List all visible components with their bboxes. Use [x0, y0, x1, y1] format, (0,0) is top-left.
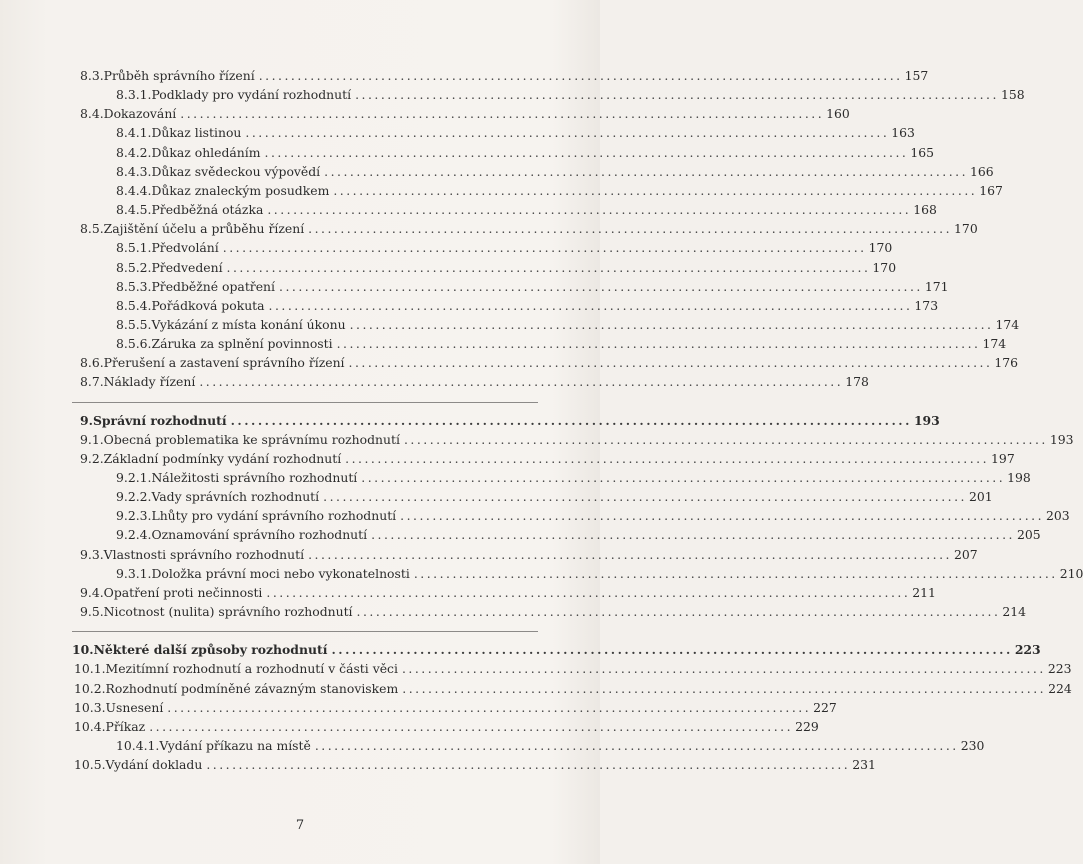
toc-entry-number: 8.5.2. [116, 259, 152, 275]
dot-leader: .................................................................................................... [268, 297, 913, 313]
toc-entry-title: Nicotnost (nulita) správního rozhodnutí [103, 604, 353, 620]
dot-leader: .................................................................................................... [264, 144, 909, 160]
dot-leader: .................................................................................................... [222, 240, 867, 256]
toc-entry[interactable] [116, 277, 949, 296]
toc-entry-page: 170 [868, 240, 893, 256]
dot-leader: .................................................................................................... [167, 699, 812, 715]
toc-entry-title: Příkaz [105, 718, 146, 734]
toc-entry[interactable] [116, 123, 915, 142]
toc-entry-number: 8.4. [80, 106, 104, 122]
toc-entry-number: 8.5.5. [116, 316, 152, 332]
toc-entry-title: Vydání dokladu [105, 757, 203, 773]
toc-entry-number: 8.4.1. [116, 125, 152, 141]
toc-entry[interactable] [116, 736, 985, 755]
toc-entry-title: Usnesení [105, 699, 164, 715]
dot-leader: .................................................................................................... [333, 182, 978, 198]
toc-entry-page: 230 [960, 737, 985, 753]
toc-entry-page: 168 [913, 202, 937, 218]
toc-entry-page: 157 [904, 68, 929, 83]
toc-entry-title: Vydání příkazu na místě [159, 737, 311, 753]
toc-entry-number: 8.6. [80, 355, 104, 371]
toc-entry[interactable] [74, 679, 1072, 698]
dot-leader: .................................................................................................... [180, 106, 825, 122]
toc-entry-number: 9.2.4. [116, 527, 152, 543]
dot-leader: .................................................................................................... [199, 374, 844, 390]
toc-entry[interactable] [80, 353, 1019, 372]
toc-entry-title: Obecná problematika ke správnímu rozhodnutí [103, 431, 400, 447]
toc-entry-number: 9.2. [80, 450, 104, 466]
section-divider [72, 402, 538, 403]
toc-entry-page: 173 [914, 297, 939, 313]
dot-leader: .................................................................................................... [401, 661, 1046, 677]
toc-entry-title: Dokazování [103, 106, 177, 122]
toc-entry[interactable] [74, 659, 1072, 678]
toc-entry-title: Důkaz svědeckou výpovědí [151, 163, 321, 179]
toc-entry-page: 207 [953, 546, 978, 562]
toc-entry-title: Předběžná otázka [151, 202, 264, 218]
toc-entry-number: 8.5.4. [116, 297, 152, 313]
toc-entry[interactable] [116, 506, 1070, 525]
toc-entry-number: 10.2. [74, 680, 106, 696]
toc-entry-page: 203 [1046, 508, 1070, 524]
dot-leader: .................................................................................................... [336, 336, 981, 352]
toc-entry-page: 231 [852, 757, 876, 773]
toc-entry-title: Opatření proti nečinnosti [103, 584, 263, 600]
toc-entry-number: 9.2.1. [116, 470, 152, 485]
toc-entry[interactable] [80, 219, 978, 238]
toc-entry-number: 10.4.1. [116, 737, 160, 753]
toc-entry[interactable] [116, 315, 1020, 334]
toc-entry-number: 8.7. [80, 374, 104, 390]
toc-chapter-entry[interactable] [72, 640, 1041, 659]
toc-entry[interactable] [116, 296, 939, 315]
dot-leader: .................................................................................................... [267, 202, 912, 218]
toc-entry-title: Pořádková pokuta [151, 297, 265, 313]
dot-leader: .................................................................................................... [230, 412, 912, 428]
toc-entry-page: 229 [795, 718, 819, 734]
dot-leader: .................................................................................................... [356, 604, 1001, 620]
toc-entry-number: 8.4.5. [116, 202, 152, 218]
dot-leader: .................................................................................................... [371, 527, 1015, 543]
toc-entry-number: 10.1. [74, 661, 106, 677]
dot-leader: .................................................................................................... [314, 737, 959, 753]
toc-entry-title: Předvolání [151, 240, 219, 256]
toc-entry-page: 223 [1047, 661, 1072, 677]
toc-entry-title: Přerušení a zastavení správního řízení [103, 355, 345, 371]
toc-entry-number: 8.5. [80, 221, 104, 237]
dot-leader: .................................................................................................... [402, 680, 1047, 696]
section-divider [72, 631, 538, 632]
toc-entry-page: 170 [872, 259, 897, 275]
toc-entry[interactable] [116, 85, 1025, 104]
toc-entry-page: 205 [1016, 527, 1041, 543]
toc-entry-page: 201 [969, 489, 993, 505]
toc-entry[interactable] [80, 583, 936, 602]
toc-entry-title: Základní podmínky vydání rozhodnutí [103, 450, 342, 466]
dot-leader: .................................................................................................... [226, 259, 871, 275]
dot-leader: .................................................................................................... [348, 355, 993, 371]
toc-entry[interactable] [74, 717, 819, 736]
page-number: 7 [295, 818, 305, 833]
dot-leader: .................................................................................................... [361, 470, 1006, 485]
toc-entry-number: 9.4. [80, 584, 104, 600]
toc-entry-title: Předvedení [151, 259, 223, 275]
toc-entry[interactable] [116, 564, 1083, 583]
dot-leader: .................................................................................................... [349, 316, 994, 332]
toc-entry-title: Oznamování správního rozhodnutí [151, 527, 368, 543]
toc-entry-number: 8.4.3. [116, 163, 152, 179]
toc-entry-title: Některé další způsoby rozhodnutí [93, 642, 328, 658]
toc-entry-page: 223 [1014, 642, 1041, 658]
toc-entry-title: Důkaz listinou [151, 125, 242, 141]
toc-entry-number: 9.2.3. [116, 508, 152, 524]
toc-entry-number: 10.3. [74, 699, 106, 715]
toc-entry[interactable] [116, 258, 897, 277]
toc-entry[interactable] [80, 372, 869, 391]
toc-entry-title: Průběh správního řízení [103, 68, 255, 83]
dot-leader: .................................................................................................... [413, 565, 1058, 581]
toc-entry-page: 197 [991, 450, 1015, 466]
dot-leader: .................................................................................................... [245, 125, 890, 141]
dot-leader: .................................................................................................... [308, 546, 952, 562]
toc-entry-page: 163 [891, 125, 915, 141]
dot-leader: .................................................................................................... [206, 757, 851, 773]
toc-entry-number: 10. [72, 642, 94, 658]
toc-entry-title: Podklady pro vydání rozhodnutí [151, 87, 352, 103]
toc-entry-page: 193 [913, 412, 940, 428]
toc-entry-number: 8.5.1. [116, 240, 152, 256]
dot-leader: .................................................................................................... [258, 68, 903, 83]
toc-entry-number: 8.4.4. [116, 182, 152, 198]
toc-entry-title: Záruka za splnění povinnosti [151, 336, 333, 352]
toc-entry[interactable] [116, 334, 1007, 353]
toc-entry-page: 176 [994, 355, 1019, 371]
toc-entry-title: Důkaz ohledáním [151, 144, 261, 160]
toc-entry-number: 8.5.6. [116, 336, 152, 352]
toc-entry-title: Doložka právní moci nebo vykonatelnosti [151, 565, 410, 581]
toc-entry[interactable] [80, 545, 978, 564]
toc-entry-title: Předběžné opatření [151, 278, 275, 294]
toc-entry[interactable] [80, 602, 1027, 621]
toc-entry-number: 9. [80, 412, 93, 428]
dot-leader: .................................................................................................... [323, 489, 967, 505]
toc-entry[interactable] [116, 200, 937, 219]
toc-entry-page: 174 [995, 316, 1020, 332]
toc-entry-number: 9.1. [80, 431, 104, 447]
toc-entry-page: 224 [1048, 680, 1072, 696]
toc-entry-number: 9.3. [80, 546, 104, 562]
toc-entry-title: Vykázání z místa konání úkonu [151, 316, 346, 332]
dot-leader: .................................................................................................... [149, 718, 794, 734]
toc-entry[interactable] [116, 525, 1041, 544]
toc-entry-title: Vlastnosti správního rozhodnutí [103, 546, 305, 562]
toc-entry-page: 171 [924, 278, 949, 294]
toc-entry-title: Vady správních rozhodnutí [151, 489, 320, 505]
toc-entry-page: 214 [1002, 604, 1027, 620]
toc-entry[interactable] [80, 66, 929, 85]
toc-entry[interactable] [74, 755, 876, 774]
toc-entry-title: Náležitosti správního rozhodnutí [151, 470, 358, 485]
toc-entry[interactable] [80, 449, 1015, 468]
toc-entry-page: 198 [1007, 470, 1031, 485]
toc-entry-number: 8.4.2. [116, 144, 152, 160]
toc-entry-page: 174 [982, 336, 1007, 352]
toc-entry[interactable] [116, 468, 1031, 487]
dot-leader: .................................................................................................... [324, 163, 969, 179]
dot-leader: .................................................................................................... [355, 87, 999, 103]
toc-entry[interactable] [116, 238, 893, 257]
toc-entry-title: Důkaz znaleckým posudkem [151, 182, 330, 198]
toc-entry-page: 211 [912, 584, 936, 600]
dot-leader: .................................................................................................... [345, 450, 990, 466]
toc-entry-number: 8.3.1. [116, 87, 152, 103]
toc-chapter-entry[interactable] [80, 411, 940, 430]
toc-entry-number: 9.3.1. [116, 565, 152, 581]
toc-entry-number: 9.2.2. [116, 489, 152, 505]
dot-leader: .................................................................................................... [279, 278, 923, 294]
toc-entry[interactable] [116, 181, 1003, 200]
toc-entry-page: 170 [954, 221, 978, 237]
toc-entry-title: Rozhodnutí podmíněné závazným stanoviskem [105, 680, 399, 696]
toc-entry[interactable] [74, 698, 837, 717]
toc-entry-page: 158 [1000, 87, 1025, 103]
toc-entry-title: Mezitímní rozhodnutí a rozhodnutí v části věci [105, 661, 398, 677]
toc-entry-page: 167 [979, 182, 1003, 198]
toc-entry-page: 210 [1059, 565, 1083, 581]
dot-leader: .................................................................................................... [331, 642, 1013, 658]
toc-entry-page: 193 [1049, 431, 1074, 447]
dot-leader: .................................................................................................... [403, 431, 1048, 447]
toc-entry[interactable] [80, 104, 850, 123]
toc-entry-title: Zajištění účelu a průběhu řízení [103, 221, 305, 237]
dot-leader: .................................................................................................... [400, 508, 1045, 524]
toc-entry-page: 160 [826, 106, 850, 122]
toc-entry-page: 166 [970, 163, 994, 179]
toc-entry[interactable] [116, 143, 935, 162]
dot-leader: .................................................................................................... [308, 221, 953, 237]
toc-entry[interactable] [116, 162, 994, 181]
toc-entry-title: Náklady řízení [103, 374, 196, 390]
toc-entry-page: 178 [845, 374, 869, 390]
toc-entry-number: 9.5. [80, 604, 104, 620]
toc-entry-title: Správní rozhodnutí [92, 412, 227, 428]
toc-entry-number: 8.3. [80, 68, 104, 83]
dot-leader: .................................................................................................... [266, 584, 911, 600]
toc-entry[interactable] [116, 487, 993, 506]
toc-entry-number: 10.5. [74, 757, 106, 773]
toc-entry-page: 227 [813, 699, 837, 715]
toc-entry-number: 8.5.3. [116, 278, 152, 294]
toc-entry[interactable] [80, 430, 1074, 449]
toc-entry-page: 165 [910, 144, 935, 160]
toc-entry-title: Lhůty pro vydání správního rozhodnutí [151, 508, 397, 524]
toc-entry-number: 10.4. [74, 718, 106, 734]
